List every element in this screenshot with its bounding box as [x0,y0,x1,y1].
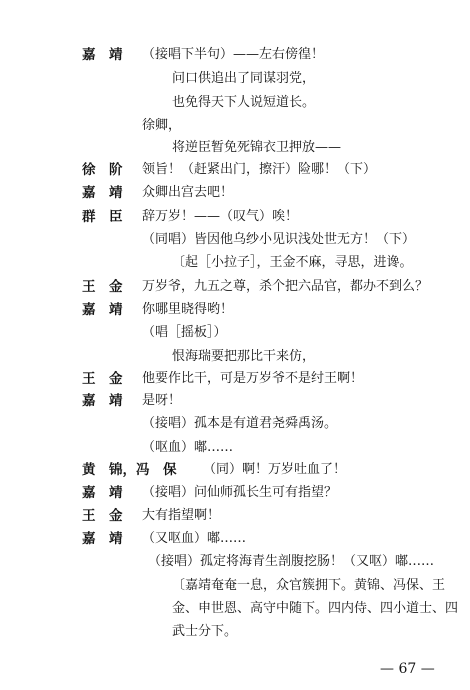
speaker-name: 徐 阶 [82,162,123,178]
line-text: 大有指望啊！ [142,508,221,523]
line-text: 恨海瑞要把那比干来仿， [172,349,316,364]
line-text: 万岁爷，九五之尊，杀个把六品官，都办不到么？ [142,279,429,294]
line-text: （唱［摇板］） [142,325,227,340]
speaker-name: 嘉 靖 [82,393,123,409]
speaker-name: 黄 锦，冯 保 [82,462,177,478]
line-text: 你哪里晓得哟！ [142,302,234,317]
speaker-name: 嘉 靖 [82,485,123,501]
speaker-name: 群 臣 [82,209,123,225]
line-text: 辞万岁！——（叹气）唉！ [142,209,299,224]
speaker-name: 嘉 靖 [82,185,123,201]
line-text: （接唱）孤本是有道君尧舜禹汤。 [142,416,338,431]
speaker-name: 嘉 靖 [82,302,123,318]
line-text: 是呀！ [142,393,182,408]
line-text: 他要作比干，可是万岁爷不是纣王啊！ [142,371,364,386]
line-text: （又呕血）嘟…… [142,531,247,546]
speaker-name: 王 金 [82,371,123,387]
line-text: （接唱）问仙师孤长生可有指望？ [142,485,338,500]
speaker-name: 嘉 靖 [82,531,123,547]
line-text: 武士分下。 [172,624,238,639]
line-text: （同唱）皆因他乌纱小见识浅处世无方！（下） [142,232,416,247]
line-text: 也免得天下人说短道长。 [172,95,316,110]
line-text: 将逆臣暂免死锦衣卫押放—— [172,140,342,155]
line-text: 金、申世恩、高守中随下。四内侍、四小道士、四 [172,601,459,616]
line-text: （呕血）嘟…… [142,440,234,455]
line-text: 徐卿， [142,118,182,133]
line-text: 众卿出宫去吧！ [142,185,234,200]
speaker-name: 嘉 靖 [82,47,123,63]
line-text: （接唱）孤定将海青生剖腹挖肠！（又呕）嘟…… [148,554,435,569]
speaker-name: 王 金 [82,508,123,524]
page-number: — 67 — [380,661,435,677]
speaker-name: 王 金 [82,279,123,295]
line-text: （同）啊！万岁吐血了！ [203,462,347,477]
line-text: 〔嘉靖奄奄一息，众官簇拥下。黄锦、冯保、王 [172,578,446,593]
line-text: 问口供追出了同谋羽党， [172,71,316,86]
line-text: 领旨！（赶紧出门，擦汗）险哪！（下） [142,162,377,177]
line-text: （接唱下半句）——左右傍徨！ [142,47,325,62]
line-text: 〔起［小拉子］，王金不麻，寻思，进谗。 [172,255,413,270]
